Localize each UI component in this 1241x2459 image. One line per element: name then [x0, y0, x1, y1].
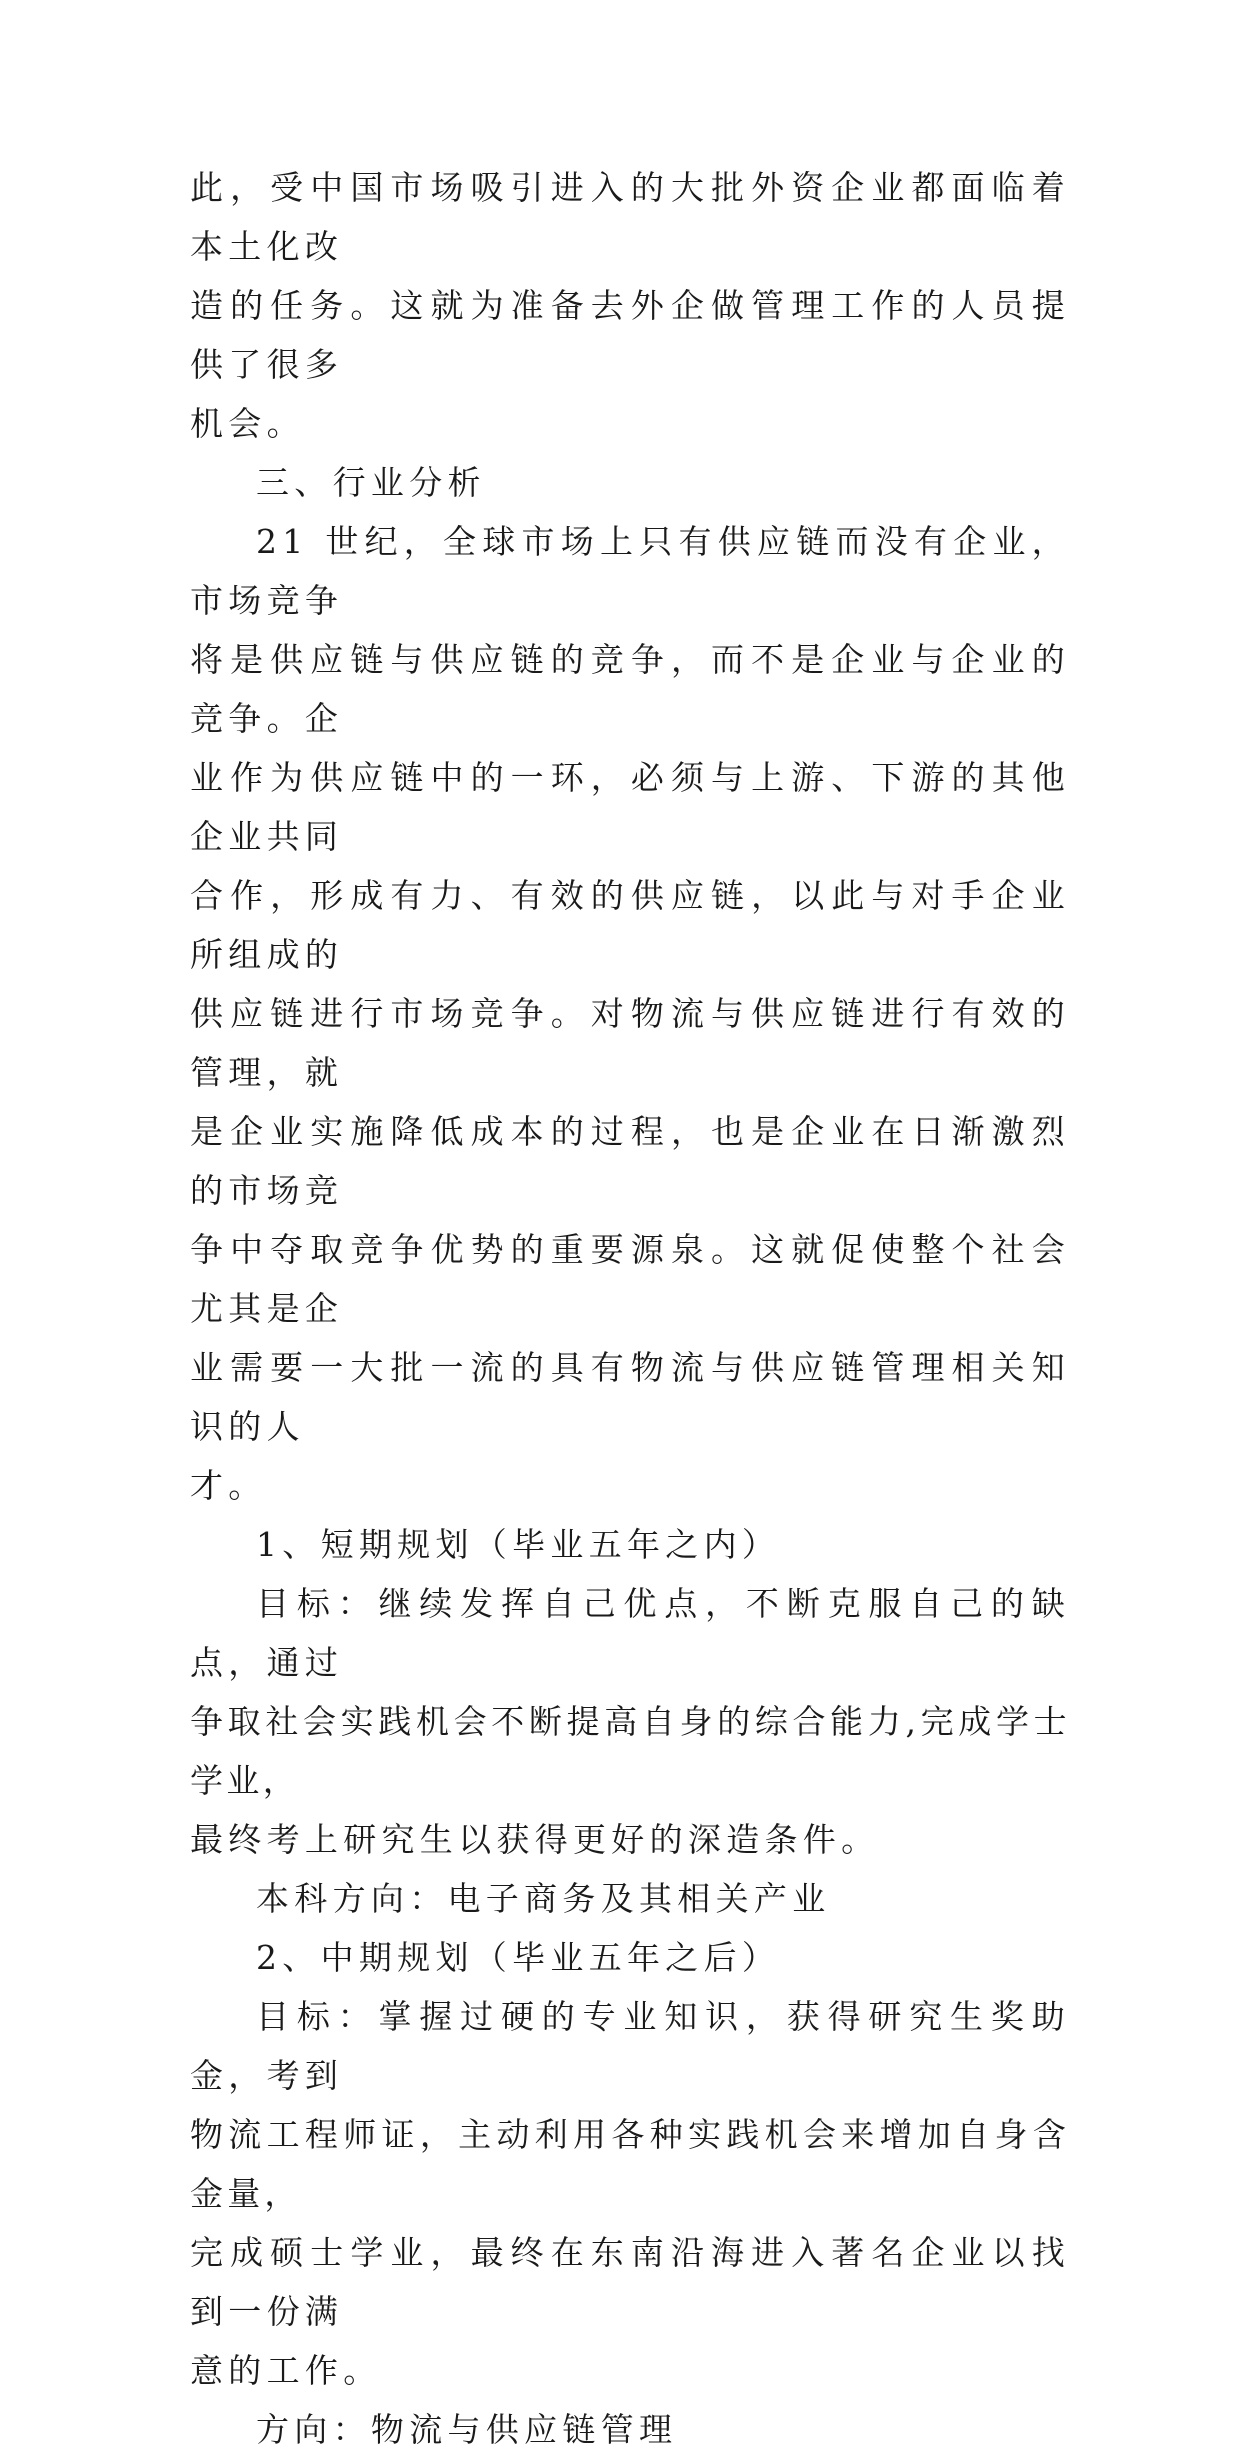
paragraph-mid-term-goal	[190, 1987, 1070, 2400]
paragraph-industry-analysis	[190, 512, 1070, 1515]
section-heading-industry-analysis	[190, 453, 1070, 512]
heading-mid-term-plan	[190, 1928, 1070, 1987]
paragraph-short-term-goal	[190, 1574, 1070, 1869]
paragraph-direction	[190, 2400, 1070, 2459]
text-line: 意的工作。	[190, 2351, 382, 2390]
text-line: 争中夺取竞争优势的重要源泉。这就促使整个社会尤其是企	[190, 1230, 1070, 1328]
document-body	[190, 158, 1070, 2459]
text-line: 目标：掌握过硬的专业知识，获得研究生奖助金，考到	[190, 1997, 1070, 2095]
text-line: 才。	[190, 1466, 267, 1505]
text-line: 最终考上研究生以获得更好的深造条件。	[190, 1820, 880, 1859]
paragraph-intro-continued	[190, 158, 1070, 453]
text-line: 1、短期规划（毕业五年之内）	[256, 1525, 781, 1564]
paragraph-undergrad-direction	[190, 1869, 1070, 1928]
text-line: 方向：物流与供应链管理	[256, 2410, 678, 2449]
text-line: 此，受中国市场吸引进入的大批外资企业都面临着本土化改	[190, 168, 1070, 266]
text-line: 三、行业分析	[256, 463, 486, 502]
text-line: 业需要一大批一流的具有物流与供应链管理相关知识的人	[190, 1348, 1070, 1446]
text-line: 合作，形成有力、有效的供应链，以此与对手企业所组成的	[190, 876, 1070, 974]
text-line: 完成硕士学业，最终在东南沿海进入著名企业以找到一份满	[190, 2233, 1070, 2331]
text-line: 供应链进行市场竞争。对物流与供应链进行有效的管理，就	[190, 994, 1070, 1092]
text-line: 将是供应链与供应链的竞争，而不是企业与企业的竞争。企	[190, 640, 1070, 738]
text-line: 造的任务。这就为准备去外企做管理工作的人员提供了很多	[190, 286, 1070, 384]
text-line: 21 世纪，全球市场上只有供应链而没有企业，市场竞争	[190, 522, 1070, 620]
text-line: 争取社会实践机会不断提高自身的综合能力,完成学士学业，	[190, 1702, 1070, 1800]
text-line: 机会。	[190, 404, 305, 443]
text-line: 本科方向：电子商务及其相关产业	[256, 1879, 831, 1918]
text-line: 物流工程师证，主动利用各种实践机会来增加自身含金量，	[190, 2115, 1070, 2213]
text-line: 目标：继续发挥自己优点，不断克服自己的缺点，通过	[190, 1584, 1070, 1682]
text-line: 是企业实施降低成本的过程，也是企业在日渐激烈的市场竞	[190, 1112, 1070, 1210]
text-line: 业作为供应链中的一环，必须与上游、下游的其他企业共同	[190, 758, 1070, 856]
heading-short-term-plan	[190, 1515, 1070, 1574]
text-line: 2、中期规划（毕业五年之后）	[256, 1938, 781, 1977]
